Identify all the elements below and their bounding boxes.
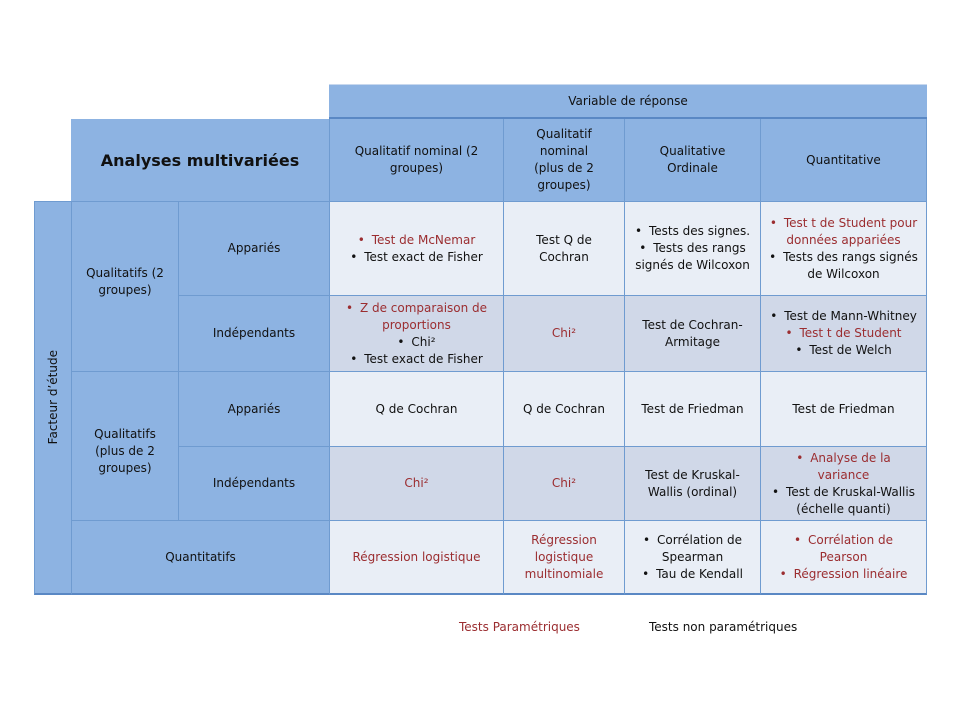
nonparametric-test xyxy=(642,566,743,583)
parametric-test xyxy=(769,215,918,249)
bullet-icon: • xyxy=(794,532,802,547)
column-header-nominal-more xyxy=(503,119,624,201)
row-group-qual-more xyxy=(71,371,178,520)
bullet-icon: • xyxy=(397,334,405,349)
cell-row0-quantitative xyxy=(760,201,927,295)
cell-row0-nominal-more xyxy=(503,201,624,295)
response-variable-header xyxy=(329,84,927,119)
test-name: Tests des rangs signés de Wilcoxon xyxy=(635,241,750,272)
cell-row3-nominal-more xyxy=(503,446,624,520)
nonparametric-test xyxy=(770,308,917,325)
test-list xyxy=(769,450,918,518)
nonparametric-test xyxy=(633,240,752,274)
cell-row0-nominal-2 xyxy=(329,201,503,295)
test-name: Tests des signes. xyxy=(648,224,751,238)
nonparametric-test xyxy=(523,401,605,418)
cell-row2-ordinal xyxy=(624,371,760,446)
cell-row2-nominal-more xyxy=(503,371,624,446)
row-subheader-independent-1 xyxy=(178,295,329,371)
nonparametric-test xyxy=(633,532,752,566)
bullet-icon: • xyxy=(639,241,647,255)
test-name: Test Q de Cochran xyxy=(536,232,592,264)
nonparametric-test xyxy=(641,401,743,418)
test-list xyxy=(376,401,458,418)
column-header-label: Quantitative xyxy=(806,152,881,167)
parametric-test xyxy=(769,532,918,566)
column-header-ordinal xyxy=(624,119,760,201)
legend-nonparametric: Tests non paramétriques xyxy=(649,620,798,634)
test-name: Régression linéaire xyxy=(793,566,908,581)
parametric-test xyxy=(338,300,495,334)
bullet-icon: • xyxy=(772,484,780,499)
nonparametric-test xyxy=(397,334,435,351)
parametric-test xyxy=(353,549,481,566)
cell-row1-nominal-2 xyxy=(329,295,503,371)
test-name: Z de comparaison de proportions xyxy=(359,300,488,332)
nonparametric-test xyxy=(769,249,918,283)
cell-row3-ordinal xyxy=(624,446,760,520)
cell-row4-quantitative xyxy=(760,520,927,595)
parametric-test xyxy=(358,232,476,249)
factor-header xyxy=(34,201,71,595)
test-name: Test de Friedman xyxy=(792,401,895,416)
row-subheader-paired-1 xyxy=(178,201,329,295)
test-list xyxy=(350,232,483,266)
parametric-test xyxy=(404,475,428,492)
row-group-label: Qualitatifs (2 groupes) xyxy=(86,265,164,297)
nonparametric-test xyxy=(350,249,483,266)
test-name: Test exact de Fisher xyxy=(364,249,483,264)
response-variable-label: Variable de réponse xyxy=(568,93,688,108)
cell-row4-nominal-more xyxy=(503,520,624,595)
test-list xyxy=(633,467,752,501)
row-subheader-independent-2 xyxy=(178,446,329,520)
legend-parametric: Tests Paramétriques xyxy=(459,620,580,634)
bullet-icon: • xyxy=(643,532,651,547)
test-list xyxy=(338,300,495,368)
row-group-qual-2 xyxy=(71,201,178,371)
bullet-icon: • xyxy=(357,232,365,247)
test-name: Test de McNemar xyxy=(371,232,476,247)
column-header-label: Qualitatif nominal (2 groupes) xyxy=(354,144,479,175)
row-subheader-label: Indépendants xyxy=(212,326,296,340)
bullet-icon: • xyxy=(770,309,778,323)
bullet-icon: • xyxy=(785,326,793,340)
column-header-nominal-2 xyxy=(329,119,503,201)
test-list xyxy=(353,549,481,566)
nonparametric-test xyxy=(633,317,752,351)
test-list xyxy=(512,532,616,583)
parametric-test xyxy=(785,325,901,342)
test-name: Chi² xyxy=(551,326,577,340)
cell-row2-nominal-2 xyxy=(329,371,503,446)
cell-row3-quantitative xyxy=(760,446,927,520)
row-group-label: Quantitatifs xyxy=(165,549,236,564)
test-name: Test t de Student xyxy=(799,326,902,340)
factor-label: Facteur d’étude xyxy=(45,350,60,445)
parametric-test xyxy=(552,325,576,342)
test-list xyxy=(633,532,752,583)
cell-row1-ordinal xyxy=(624,295,760,371)
test-name: Régression logistique multinomiale xyxy=(524,532,604,581)
cell-row1-nominal-more xyxy=(503,295,624,371)
test-name: Test t de Student pour données appariées xyxy=(783,215,918,247)
parametric-test xyxy=(512,532,616,583)
test-list xyxy=(404,475,428,492)
test-list xyxy=(552,475,576,492)
test-name: Tests des rangs signés de Wilcoxon xyxy=(783,249,918,281)
nonparametric-test xyxy=(635,223,750,240)
parametric-test xyxy=(769,450,918,484)
cell-row4-nominal-2 xyxy=(329,520,503,595)
bullet-icon: • xyxy=(350,351,358,366)
row-subheader-paired-2 xyxy=(178,371,329,446)
parametric-test xyxy=(780,566,908,583)
bullet-icon: • xyxy=(779,566,787,581)
test-name: Test de Cochran-Armitage xyxy=(642,317,743,349)
column-header-label: Qualitatif nominal (plus de 2 groupes) xyxy=(534,127,594,192)
test-name: Corrélation de Spearman xyxy=(657,532,742,564)
row-group-label: Qualitatifs (plus de 2 groupes) xyxy=(94,426,156,475)
test-name: Corrélation de Pearson xyxy=(808,532,893,564)
test-name: Test exact de Fisher xyxy=(364,351,483,366)
test-name: Chi² xyxy=(551,476,577,490)
test-list xyxy=(633,223,752,274)
test-name: Test de Mann-Whitney xyxy=(784,309,917,323)
test-name: Régression logistique xyxy=(352,549,481,564)
test-list xyxy=(641,401,743,418)
test-list xyxy=(633,317,752,351)
test-name: Test de Kruskal-Wallis (ordinal) xyxy=(645,467,740,499)
nonparametric-test xyxy=(350,351,483,368)
bullet-icon: • xyxy=(634,224,643,238)
test-list xyxy=(792,401,894,418)
test-name: Test de Friedman xyxy=(641,401,744,416)
bullet-icon: • xyxy=(769,249,777,264)
test-name: Q de Cochran xyxy=(523,401,605,416)
test-name: Test de Welch xyxy=(809,343,892,357)
bullet-icon: • xyxy=(345,300,354,315)
table-title-cell xyxy=(71,119,329,201)
cell-row1-quantitative xyxy=(760,295,927,371)
test-name: Chi² xyxy=(411,334,436,349)
nonparametric-test xyxy=(769,484,918,518)
nonparametric-test xyxy=(795,342,891,359)
nonparametric-test xyxy=(376,401,458,418)
test-name: Test de Kruskal-Wallis (échelle quanti) xyxy=(786,484,915,516)
test-name: Analyse de la variance xyxy=(810,450,891,482)
column-header-label: Qualitative Ordinale xyxy=(659,144,726,175)
row-subheader-label: Appariés xyxy=(227,241,281,255)
column-header-quantitative xyxy=(760,119,927,201)
test-list xyxy=(552,325,576,342)
bullet-icon: • xyxy=(642,566,650,581)
test-list xyxy=(769,532,918,583)
test-name: Tau de Kendall xyxy=(656,566,743,581)
cell-row4-ordinal xyxy=(624,520,760,595)
bullet-icon: • xyxy=(769,215,777,230)
test-name: Chi² xyxy=(404,476,429,490)
nonparametric-test xyxy=(792,401,894,418)
bullet-icon: • xyxy=(795,343,803,357)
cell-row2-quantitative xyxy=(760,371,927,446)
cell-row0-ordinal xyxy=(624,201,760,295)
test-name: Q de Cochran xyxy=(375,401,458,416)
row-subheader-label: Appariés xyxy=(227,401,281,416)
page-title: Analyses multivariées xyxy=(100,150,300,170)
bullet-icon: • xyxy=(796,450,804,465)
bullet-icon: • xyxy=(350,249,358,264)
row-group-quantitative xyxy=(71,520,329,595)
nonparametric-test xyxy=(633,467,752,501)
test-list xyxy=(770,308,917,359)
test-list xyxy=(523,401,605,418)
test-list xyxy=(512,232,616,266)
nonparametric-test xyxy=(512,232,616,266)
test-list xyxy=(769,215,918,283)
cell-row3-nominal-2 xyxy=(329,446,503,520)
row-subheader-label: Indépendants xyxy=(212,476,296,490)
parametric-test xyxy=(552,475,576,492)
